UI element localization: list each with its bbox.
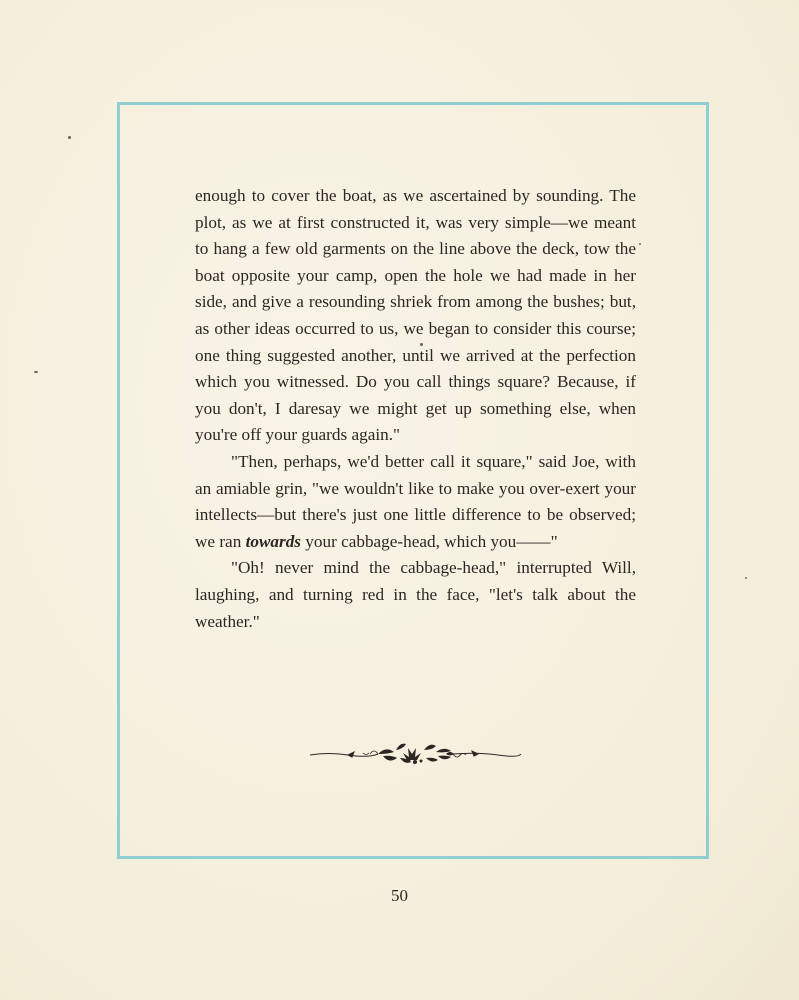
paper-speck bbox=[420, 343, 423, 346]
emphasized-text: towards bbox=[245, 531, 301, 551]
text-run: your cabbage-head, which you——" bbox=[301, 531, 558, 551]
paper-speck bbox=[68, 136, 71, 139]
text-run: "Then, perhaps, we'd better call it square," said Joe, with an amiable grin, "we wouldn't like to make you over-exert your intellects—but there's just one little difference to be observed; we ran bbox=[195, 451, 636, 551]
paper-speck bbox=[34, 371, 38, 373]
body-text bbox=[195, 183, 636, 635]
paper-speck bbox=[639, 243, 641, 245]
text-run: enough to cover the boat, as we ascertained by sounding. The plot, as we at first constructed it, was very simple—we meant to hang a few old garments on the line above the deck, tow the boat opposite your camp, open the hole we had made in her side, and give a resounding shriek from among the bushes; but, as other ideas occurred to us, we began to consider this course; one thing suggested another, until we arrived at the perfection which you witnessed. Do you call things square? Because, if you don't, I daresay we might get up something else, when you're off your guards again." bbox=[195, 186, 636, 445]
paragraph bbox=[195, 183, 636, 449]
page-number: 50 bbox=[391, 886, 408, 905]
floral-vine-divider-icon bbox=[308, 740, 523, 768]
paragraph bbox=[195, 449, 636, 555]
paper-speck bbox=[745, 577, 747, 579]
paragraph bbox=[195, 555, 636, 635]
text-run: "Oh! never mind the cabbage-head," interrupted Will, laughing, and turning red in the face, "let's talk about the weather." bbox=[195, 558, 636, 631]
